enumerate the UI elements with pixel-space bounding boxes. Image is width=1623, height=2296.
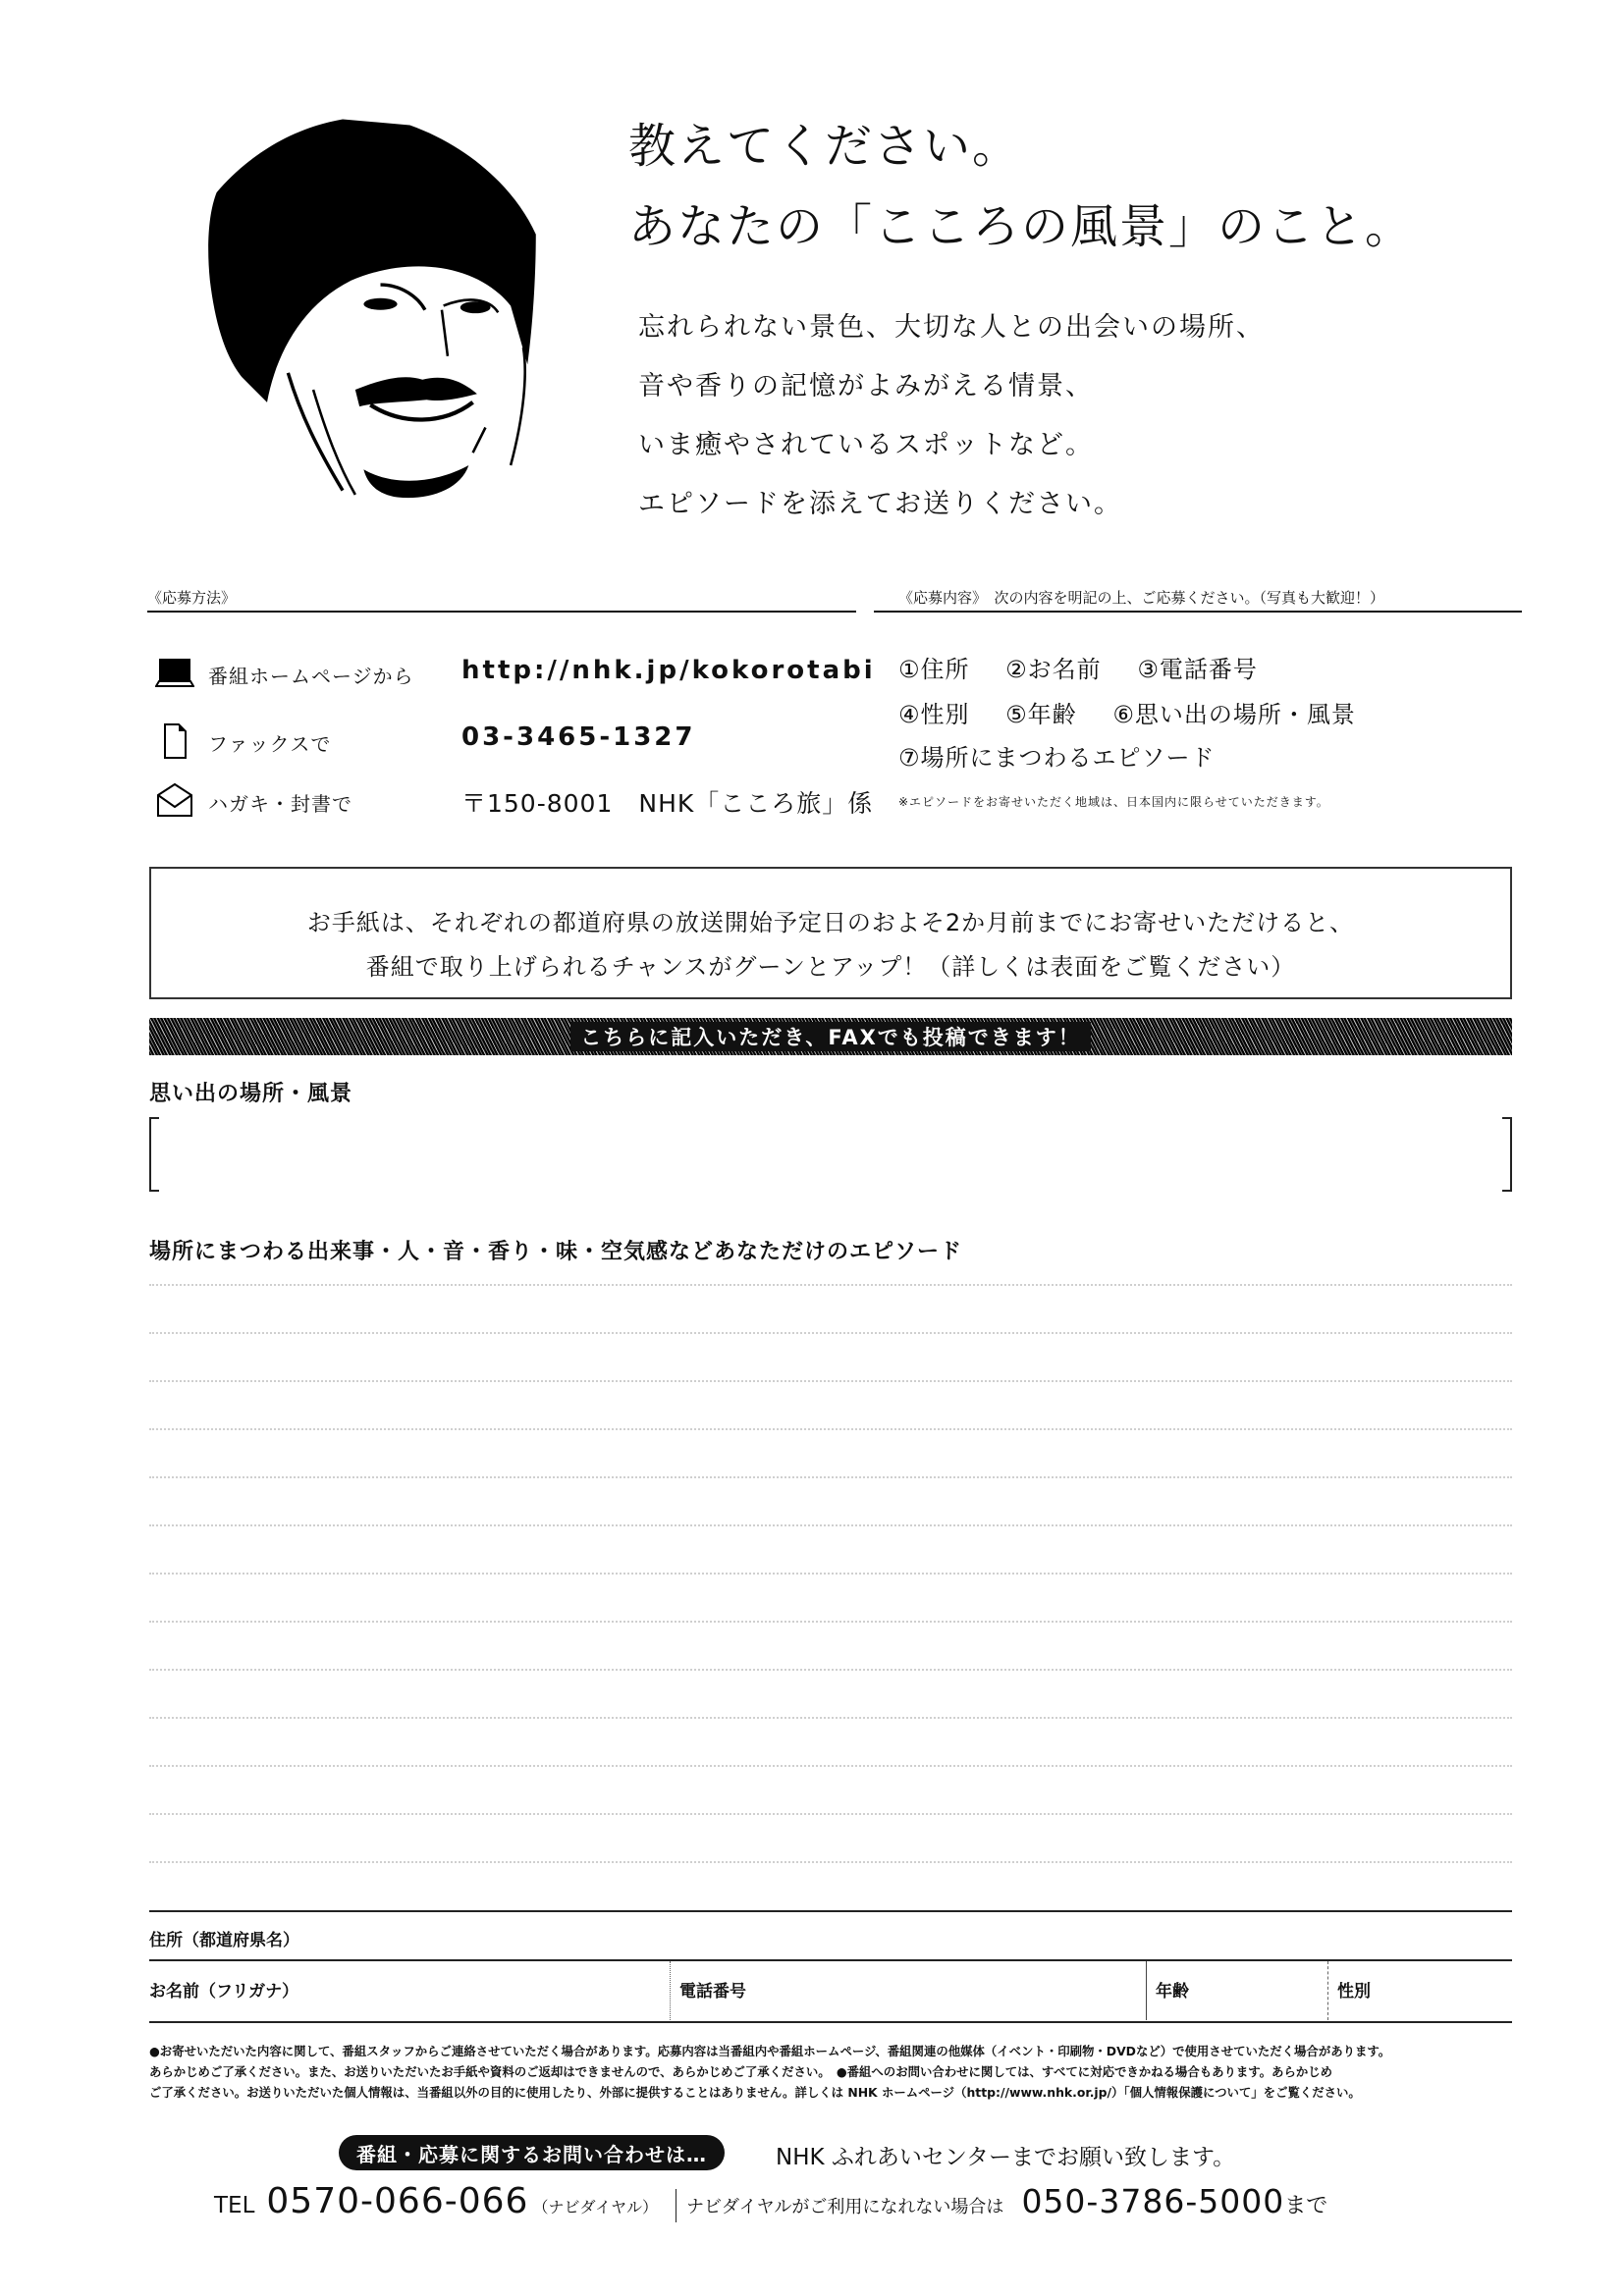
table-separator [1146, 1961, 1147, 2020]
table-separator [670, 1961, 671, 2020]
intro-line: エピソードを添えてお送りください。 [638, 489, 1122, 519]
laptop-icon [155, 653, 194, 692]
tel-main-number[interactable]: 0570-066-066 [266, 2181, 529, 2221]
fax-banner [149, 1018, 1512, 1055]
age-label: 年齢 [1156, 1982, 1189, 2002]
method-value-fax-number: 03-3465-1327 [461, 722, 696, 752]
personal-info-table [149, 1910, 1512, 2023]
episode-area [149, 1276, 1512, 1904]
table-separator [1327, 1961, 1328, 2020]
method-value-url[interactable]: http://nhk.jp/kokorotabi [461, 656, 876, 685]
envelope-icon [155, 780, 194, 820]
sex-label: 性別 [1337, 1982, 1371, 2002]
headline-line-2: あなたの「こころの風景」のこと。 [628, 199, 1415, 254]
method-label-mail: ハガキ・封書で [208, 792, 352, 816]
content-item: ①住所 [898, 656, 970, 683]
table-rule [149, 1959, 1512, 1961]
table-rule [149, 1910, 1512, 1912]
intro-line: 忘れられない景色、大切な人との出会いの場所、 [638, 312, 1265, 343]
name-label: お名前（フリガナ） [149, 1982, 299, 2002]
telephone-row [214, 2181, 1327, 2230]
content-items-row [898, 695, 1356, 729]
age-input[interactable] [1156, 1995, 1322, 2020]
place-label: 思い出の場所・風景 [149, 1082, 353, 1106]
content-items-row [898, 650, 1258, 684]
content-divider [874, 611, 1522, 613]
content-items-row [898, 738, 1216, 773]
inquiry-text: NHK ふれあいセンターまでお願い致します。 [776, 2145, 1236, 2170]
content-item: ②お名前 [1005, 656, 1102, 683]
episode-label: 場所にまつわる出来事・人・音・香り・味・空気感などあなただけのエピソード [149, 1240, 963, 1264]
tel-alt-text: ナビダイヤルがご利用になれない場合は [685, 2197, 1004, 2217]
method-label-web: 番組ホームページから [208, 665, 414, 688]
intro-line: いま癒やされているスポットなど。 [638, 430, 1094, 460]
place-field [149, 1117, 1512, 1192]
content-item: ⑦場所にまつわるエピソード [898, 744, 1216, 772]
phone-input[interactable] [679, 1995, 1135, 2020]
tel-alt-suffix: まで [1284, 2194, 1328, 2218]
tel-prefix: TEL [214, 2193, 255, 2218]
tel-navi-note: （ナビダイヤル） [532, 2198, 658, 2216]
content-note: ※エピソードをお寄せいただく地域は、日本国内に限らせていただきます。 [898, 795, 1329, 809]
address-label: 住所（都道府県名） [149, 1931, 299, 1950]
tel-alt-number[interactable]: 050-3786-5000 [1021, 2182, 1285, 2220]
fax-banner-text: こちらに記入いただき、FAXでも投稿できます！ [570, 1022, 1091, 1051]
face-illustration [191, 83, 569, 545]
bracket-left [149, 1117, 159, 1192]
headline-line-1: 教えてください。 [628, 119, 1022, 174]
notice-box [149, 867, 1512, 999]
disclaimer-line: ●お寄せいただいた内容に関して、番組スタッフからご連絡させていただく場合があります。応募内容は当番組内や番組ホームページ、番組関連の他媒体（イベント・印刷物・DVDなど）で使用させていただく場合があります。 [149, 2044, 1391, 2058]
disclaimer-line: あらかじめご了承ください。また、お送りいただいたお手紙や資料のご返却はできませんので、あらかじめご了承ください。 ●番組へのお問い合わせに関しては、すべてに対応できかねる場合もあります。あらかじめ [149, 2064, 1333, 2079]
content-item: ④性別 [898, 701, 970, 728]
content-item: ⑤年齢 [1005, 701, 1077, 728]
place-input[interactable] [163, 1123, 1498, 1186]
document-icon [155, 721, 194, 761]
bracket-right [1502, 1117, 1512, 1192]
method-divider [147, 611, 856, 613]
method-label-fax: ファックスで [208, 732, 332, 756]
intro-line: 音や香りの記憶がよみがえる情景、 [638, 371, 1094, 401]
phone-label: 電話番号 [679, 1982, 746, 2002]
table-rule [149, 2021, 1512, 2023]
sex-input[interactable] [1337, 1995, 1508, 2020]
method-value-address: 〒150-8001 NHK「こころ旅」係 [461, 789, 874, 818]
content-heading: 《応募内容》 次の内容を明記の上、ご応募ください。（写真も大歓迎！） [898, 589, 1385, 607]
content-item: ③電話番号 [1137, 656, 1258, 683]
content-item: ⑥思い出の場所・風景 [1112, 701, 1356, 728]
notice-line: お手紙は、それぞれの都道府県の放送開始予定日のおよそ2か月前までにお寄せいただけると、 [306, 909, 1355, 936]
method-heading: 《応募方法》 [147, 589, 237, 607]
episode-input[interactable] [149, 1276, 1512, 1904]
inquiry-badge: 番組・応募に関するお問い合わせは… [339, 2135, 725, 2170]
name-input[interactable] [149, 1995, 664, 2020]
disclaimer-line: ご了承ください。お送りいただいた個人情報は、当番組以外の目的に使用したり、外部に提供することはありません。詳しくは NHK ホームページ（http://www.nhk.or.jp/）「個人情報保護について」をご覧ください。 [149, 2085, 1361, 2100]
notice-line: 番組で取り上げられるチャンスがグーンとアップ！（詳しくは表面をご覧ください） [365, 953, 1296, 981]
address-input[interactable] [326, 1920, 1498, 1953]
beanie-shape [208, 120, 536, 402]
